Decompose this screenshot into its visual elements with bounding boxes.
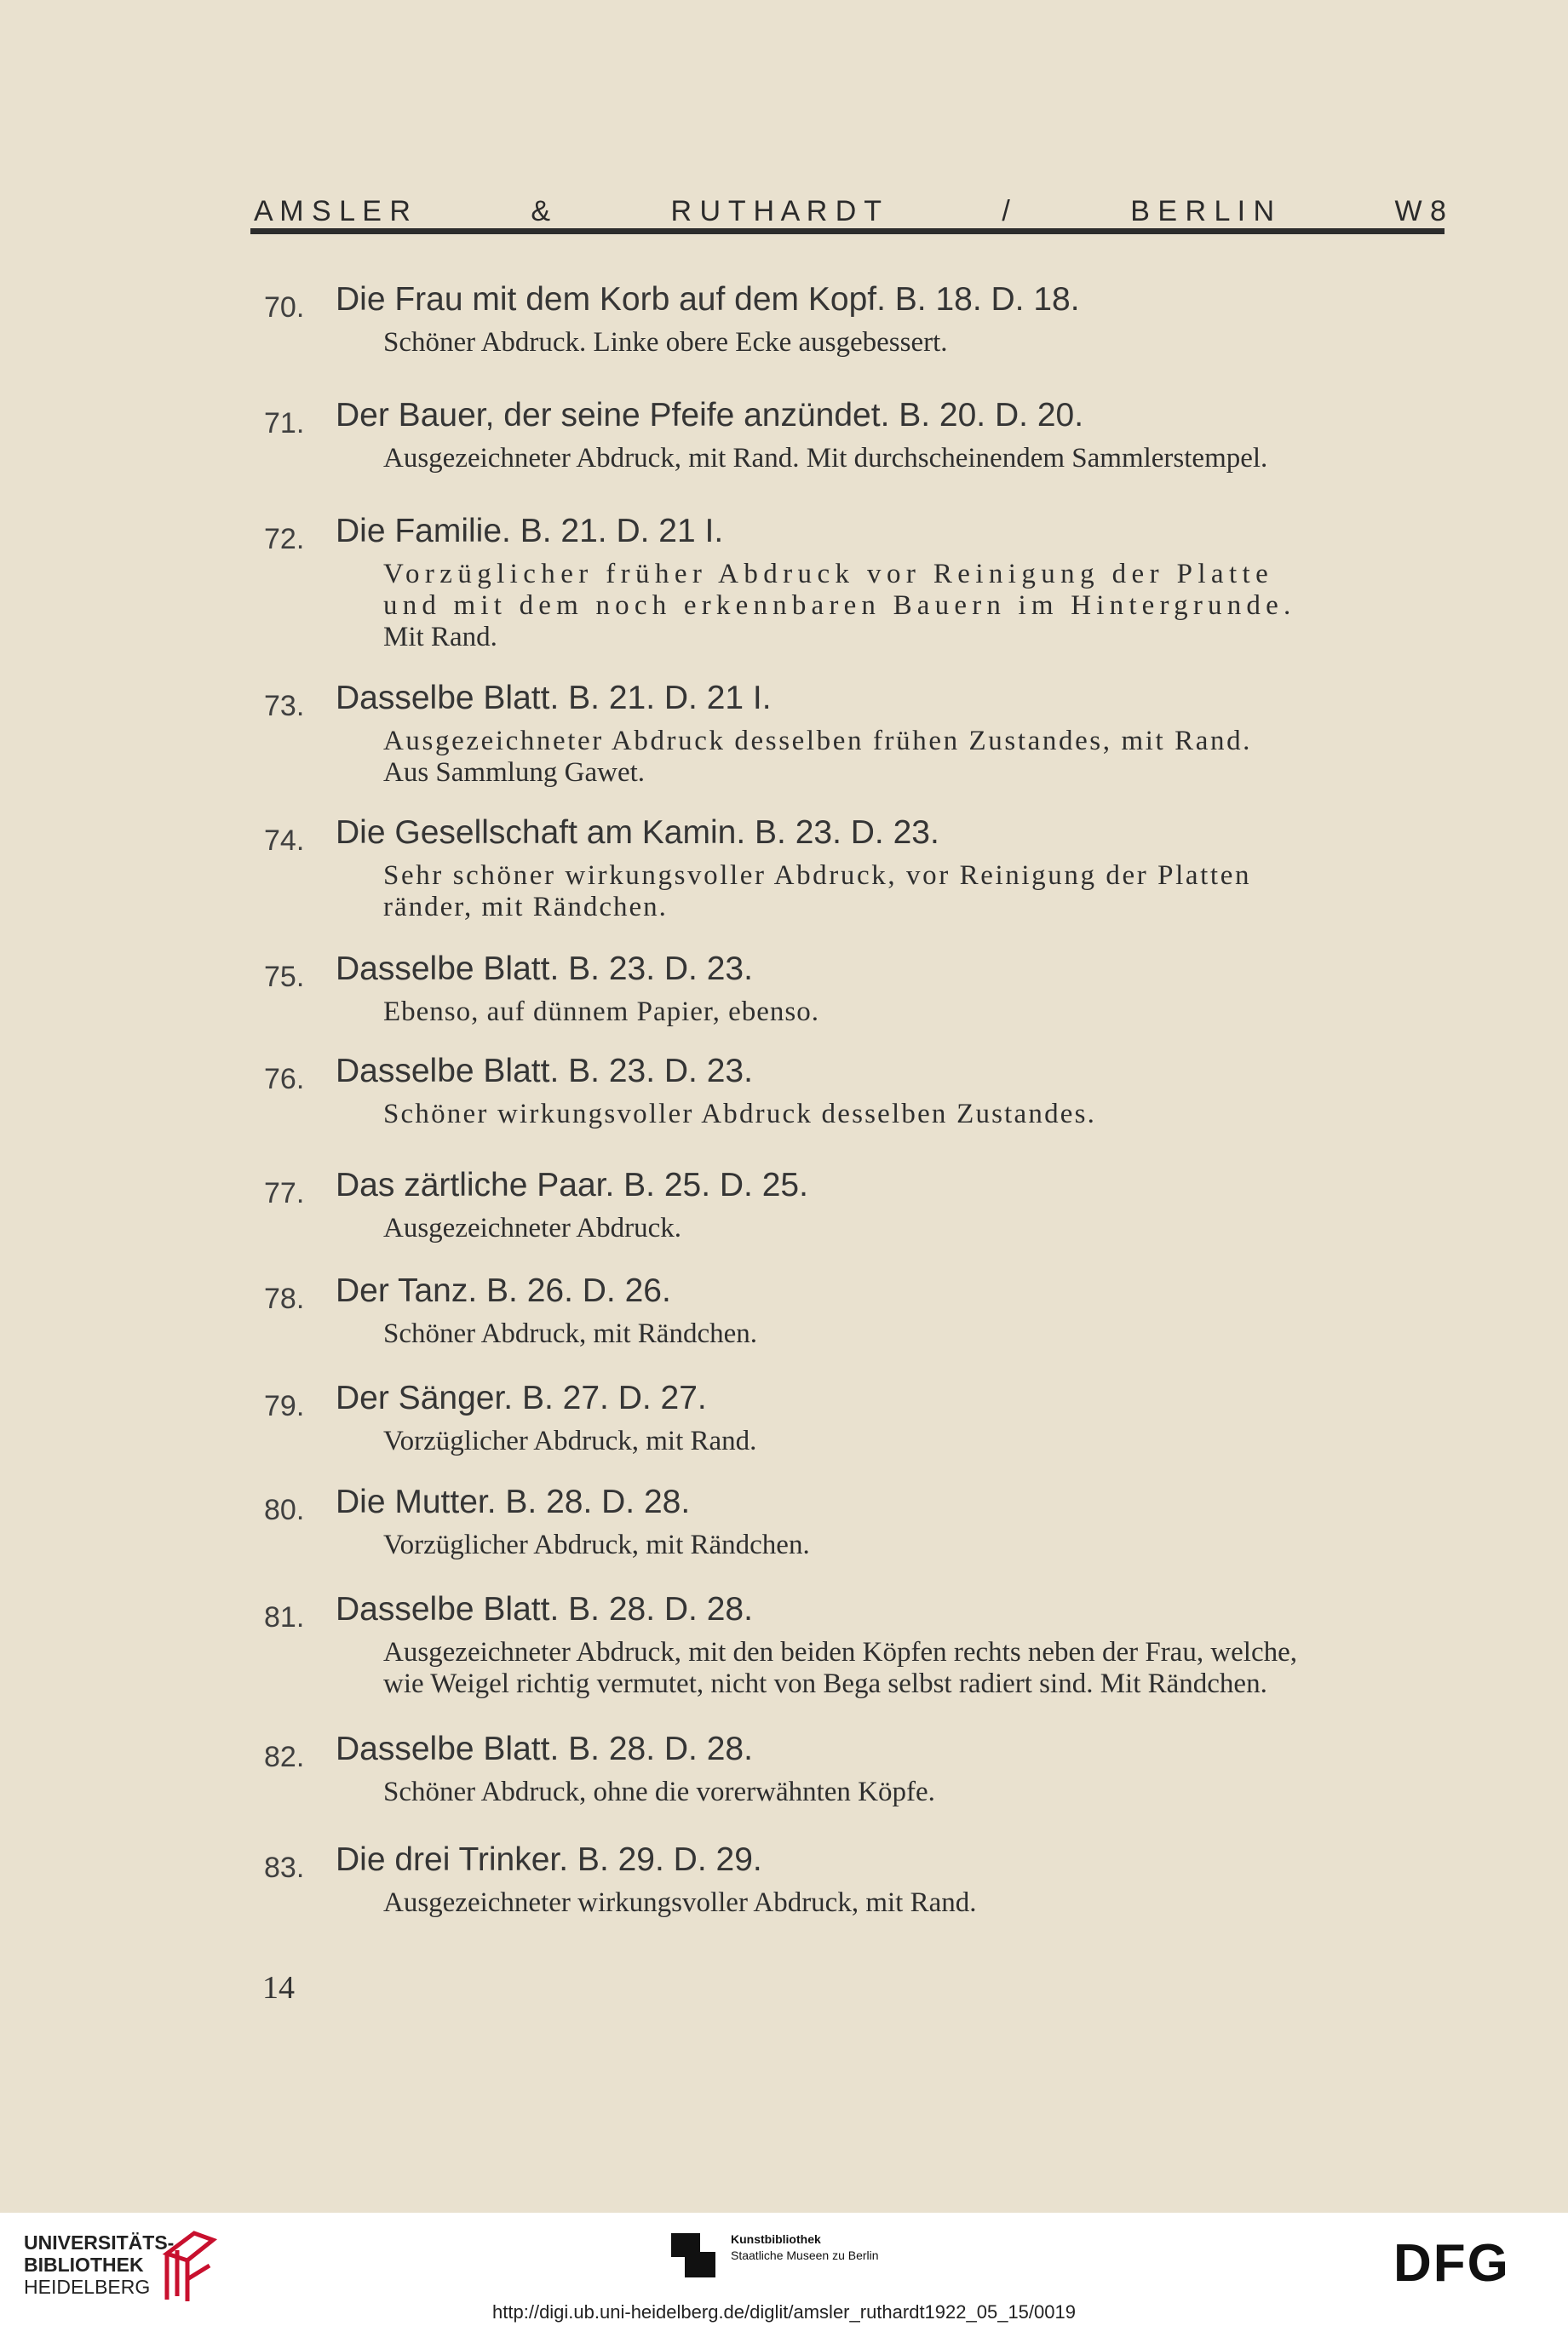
dfg-logo: DFG	[1393, 2234, 1510, 2293]
entry-number: 75.	[264, 961, 305, 993]
description-line: Aus Sammlung Gawet.	[383, 757, 646, 788]
entry-description	[383, 327, 1452, 359]
header-ampersand: &	[531, 195, 551, 227]
entry-title: Der Bauer, der seine Pfeife anzündet. B. 20. D. 20.	[336, 397, 1084, 434]
entry-number: 74.	[264, 824, 305, 857]
kunstbibliothek-logo-icon	[669, 2231, 717, 2279]
description-line: Vorzüglicher Abdruck, mit Rändchen.	[383, 1530, 810, 1560]
entry-title: Dasselbe Blatt. B. 28. D. 28.	[336, 1731, 753, 1767]
entry-number: 73.	[264, 690, 305, 722]
description-line: Vorzüglicher Abdruck, mit Rand.	[383, 1426, 757, 1456]
description-line: Schöner Abdruck, mit Rändchen.	[383, 1318, 757, 1349]
university-library-logo	[24, 2231, 174, 2298]
entry-title: Dasselbe Blatt. B. 28. D. 28.	[336, 1591, 753, 1628]
description-line: ränder, mit Rändchen.	[383, 892, 668, 922]
entry-title: Das zärtliche Paar. B. 25. D. 25.	[336, 1167, 808, 1203]
entry-title: Der Sänger. B. 27. D. 27.	[336, 1380, 707, 1416]
entry-description	[383, 1530, 1452, 1561]
entry-number: 71.	[264, 407, 305, 439]
university-mark-icon	[160, 2228, 220, 2305]
entry-description	[383, 1637, 1452, 1700]
entry-title: Die Gesellschaft am Kamin. B. 23. D. 23.	[336, 814, 939, 851]
header-publisher-2: R U T H A R D T	[670, 195, 882, 227]
digitization-footer	[0, 2213, 1568, 2326]
entry-description	[383, 1777, 1452, 1808]
entry-number: 76.	[264, 1063, 305, 1095]
description-line: und mit dem noch erkennbaren Bauern im Hintergrunde.	[383, 590, 1296, 621]
entry-number: 83.	[264, 1852, 305, 1884]
header-rule	[250, 228, 1445, 234]
entry-description	[383, 443, 1452, 474]
kb-title: Kunstbibliothek	[731, 2232, 821, 2246]
description-line: Sehr schöner wirkungsvoller Abdruck, vor Reinigung der Platten	[383, 860, 1252, 891]
description-line: Vorzüglicher früher Abdruck vor Reinigung der Platte	[383, 559, 1274, 589]
entry-number: 80.	[264, 1494, 305, 1526]
permalink-url[interactable]: http://digi.ub.uni-heidelberg.de/diglit/amsler_ruthardt1922_05_15/0019	[492, 2301, 1076, 2323]
entry-title: Die Familie. B. 21. D. 21 I.	[336, 513, 724, 549]
header-slash: /	[1002, 195, 1010, 227]
entry-description	[383, 1426, 1452, 1457]
entry-number: 79.	[264, 1390, 305, 1422]
entry-title: Die Mutter. B. 28. D. 28.	[336, 1484, 691, 1520]
description-line: wie Weigel richtig vermutet, nicht von Bega selbst radiert sind. Mit Rändchen.	[383, 1668, 1267, 1699]
description-line: Schöner Abdruck. Linke obere Ecke ausgebessert.	[383, 327, 948, 358]
entry-title: Der Tanz. B. 26. D. 26.	[336, 1272, 671, 1309]
uni-logo-line: BIBLIOTHEK	[24, 2254, 144, 2276]
description-line: Ausgezeichneter Abdruck desselben frühen Zustandes, mit Rand.	[383, 726, 1253, 756]
description-line: Mit Rand.	[383, 622, 497, 652]
entry-title: Die drei Trinker. B. 29. D. 29.	[336, 1841, 762, 1878]
description-line: Schöner wirkungsvoller Abdruck desselben Zustandes.	[383, 1099, 1097, 1129]
description-line: Ebenso, auf dünnem Papier, ebenso.	[383, 996, 819, 1027]
header-city: B E R L I N	[1130, 195, 1275, 227]
entry-title: Dasselbe Blatt. B. 23. D. 23.	[336, 1053, 753, 1089]
entry-number: 78.	[264, 1283, 305, 1315]
entry-title: Dasselbe Blatt. B. 23. D. 23.	[336, 951, 753, 987]
header-publisher-1: A M S L E R	[254, 195, 411, 227]
entry-description	[383, 1318, 1452, 1350]
entry-description	[383, 1213, 1452, 1244]
entry-title: Die Frau mit dem Korb auf dem Kopf. B. 18. D. 18.	[336, 281, 1080, 318]
header-postal-code: W 8	[1394, 195, 1446, 227]
description-line: Ausgezeichneter Abdruck, mit Rand. Mit durchscheinendem Sammlerstempel.	[383, 443, 1268, 474]
entry-description	[383, 726, 1452, 789]
page-number: 14	[262, 1970, 295, 2006]
description-line: Schöner Abdruck, ohne die vorerwähnten Köpfe.	[383, 1777, 935, 1807]
entry-description	[383, 559, 1452, 653]
uni-logo-line: HEIDELBERG	[24, 2276, 151, 2298]
entry-description	[383, 1099, 1452, 1130]
description-line: Ausgezeichneter wirkungsvoller Abdruck, mit Rand.	[383, 1887, 977, 1918]
uni-logo-line: UNIVERSITÄTS-	[24, 2231, 175, 2254]
kb-subtitle: Staatliche Museen zu Berlin	[731, 2248, 879, 2262]
entry-description	[383, 1887, 1452, 1919]
entry-description	[383, 996, 1452, 1028]
entry-number: 77.	[264, 1177, 305, 1209]
running-header	[254, 194, 1446, 228]
entry-title: Dasselbe Blatt. B. 21. D. 21 I.	[336, 680, 772, 716]
entry-number: 70.	[264, 291, 305, 324]
entry-number: 81.	[264, 1601, 305, 1634]
entry-number: 72.	[264, 523, 305, 555]
entry-number: 82.	[264, 1741, 305, 1773]
entry-description	[383, 860, 1452, 923]
kunstbibliothek-text	[731, 2231, 879, 2264]
description-line: Ausgezeichneter Abdruck.	[383, 1213, 682, 1243]
description-line: Ausgezeichneter Abdruck, mit den beiden Köpfen rechts neben der Frau, welche,	[383, 1637, 1298, 1668]
